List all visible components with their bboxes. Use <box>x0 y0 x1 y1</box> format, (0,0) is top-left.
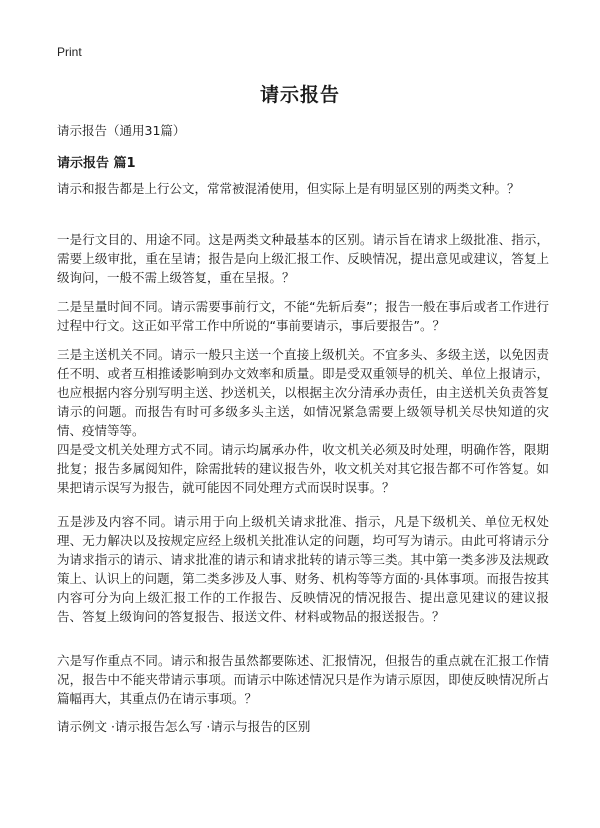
paragraph-recipient: 三是主送机关不同。请示一般只主送一个直接上级机关。不宜多头、多级主送，以免因责任不明、或者互相推诿影响到办文效率和质量。即是受双重领导的机关、单位上报请示，也应根据内容分别写明主送、抄送机关，以根据主次分清承办责任，由主送机关负责答复请示的问题。而报告有时可多级多头主送，如情况紧急需要上级领导机关尽快知道的灾情、疫情等等。 <box>57 347 549 438</box>
paragraph-intro: 请示和报告都是上行公文，常常被混淆使用，但实际上是有明显区别的两类文种。？ <box>57 181 520 196</box>
document-subtitle: 请示报告（通用31篇） <box>57 123 186 138</box>
page-title: 请示报告 <box>259 84 340 106</box>
related-links[interactable]: 请示例文 ·请示报告怎么写 ·请示与报告的区别 <box>57 719 311 734</box>
section-heading: 请示报告 篇1 <box>57 156 136 171</box>
paragraph-handling: 四是受文机关处理方式不同。请示均属承办件，收文机关必须及时处理，明确作答，限期批复；报告多属阅知件，除需批转的建议报告外，收文机关对其它报告都不可作答复。如果把请示误写为报告，就可能因不同处理方式而误时误事。？ <box>57 442 549 495</box>
paragraph-focus: 六是写作重点不同。请示和报告虽然都要陈述、汇报情况，但报告的重点就在汇报工作情况，报告中不能夹带请示事项。而请示中陈述情况只是作为请示原因，即使反映情况所占篇幅再大，其重点仍在请示事项。？ <box>57 653 549 706</box>
paragraph-purpose: 一是行文目的、用途不同。这是两类文种最基本的区别。请示旨在请求上级批准、指示，需要上级审批，重在呈请；报告是向上级汇报工作、反映情况，提出意见或建议，答复上级询问，一般不需上级答复，重在呈报。？ <box>57 232 549 285</box>
print-link[interactable]: Print <box>57 45 82 59</box>
paragraph-timing: 二是呈量时间不同。请示需要事前行文，不能“先斩后奏”；报告一般在事后或者工作进行过程中行文。这正如平常工作中所说的“事前要请示，事后要报告”。？ <box>57 299 549 333</box>
paragraph-content: 五是涉及内容不同。请示用于向上级机关请求批准、指示，凡是下级机关、单位无权处理、无力解决以及按规定应经上级机关批准认定的问题，均可写为请示。由此可将请示分为请求指示的请示、请求批准的请示和请求批转的请示等三类。其中第一类多涉及法规政策上、认识上的问题，第二类多涉及人事、财务、机构等等方面的·具体事项。而报告按其内容可分为向上级汇报工作的工作报告、反映情况的情况报告、提出意见建议的建议报告、答复上级询问的答复报告、报送文件、材料或物品的报送报告。？ <box>57 514 549 624</box>
